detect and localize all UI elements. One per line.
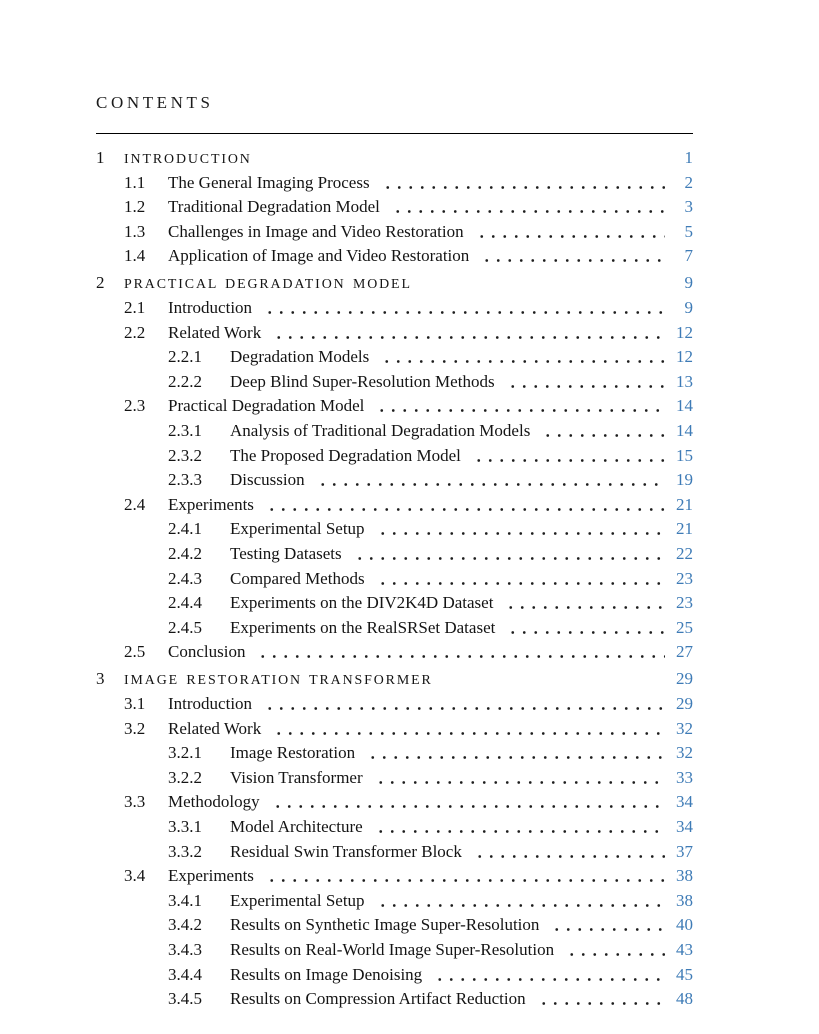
entry-title: Experiments [168,866,254,886]
dot-leader [373,517,665,542]
entry-page: 14 [676,421,693,441]
entry-number: 3.2.2 [168,767,202,787]
entry-title: Compared Methods [230,568,365,588]
dot-leader [269,321,665,346]
entry-page: 12 [676,322,693,342]
toc-list [96,146,693,1012]
dot-leader [373,889,665,914]
entry-page: 9 [684,273,693,293]
entry-number: 3.4 [124,866,146,886]
entry-number: 2.4 [124,494,146,514]
entry-title: Analysis of Traditional Degradation Models [230,421,531,441]
toc-entry-2-4-4[interactable] [96,591,693,616]
dot-leader [363,741,665,766]
dot-leader [350,542,665,567]
entry-number: 2.4.3 [168,568,202,588]
entry-number: 3 [96,669,105,689]
entry-number: 3.2.1 [168,743,202,763]
dot-leader [378,171,665,196]
entry-number: 3.4.2 [168,915,202,935]
entry-title: INTRODUCTION [124,152,252,167]
entry-title: Related Work [168,718,262,738]
toc-entry-3[interactable] [96,667,693,692]
entry-number: 1.2 [124,197,146,217]
entry-page: 32 [676,718,693,738]
entry-number: 3.3.2 [168,841,202,861]
entry-title: Results on Synthetic Image Super-Resolution [230,915,540,935]
entry-number: 2.2 [124,322,146,342]
entry-page: 14 [676,396,693,416]
entry-title: Degradation Models [230,347,370,367]
entry-page: 33 [676,767,693,787]
entry-title: The Proposed Degradation Model [230,445,461,465]
toc-entry-2-3-3[interactable] [96,468,693,493]
entry-number: 2 [96,273,105,293]
toc-entry-2-1[interactable] [96,296,693,321]
toc-entry-2-4-5[interactable] [96,616,693,641]
toc-entry-3-4-2[interactable] [96,913,693,938]
entry-title: Experimental Setup [230,519,365,539]
entry-title: Testing Datasets [230,544,342,563]
toc-entry-3-4-5[interactable] [96,987,693,1012]
dot-leader [260,692,665,717]
dot-leader [253,640,665,665]
dot-leader [538,419,665,444]
toc-entry-3-4-1[interactable] [96,889,693,914]
entry-number: 1.4 [124,246,146,266]
entry-page: 29 [676,694,693,714]
entry-page: 29 [676,669,693,689]
toc-entry-2-4-3[interactable] [96,567,693,592]
entry-page: 21 [676,494,693,514]
dot-leader [373,567,665,592]
toc-entry-2-2[interactable] [96,321,693,346]
entry-title: Results on Real-World Image Super-Resolution [230,940,555,959]
entry-number: 2.3.3 [168,470,202,490]
entry-page: 19 [676,470,693,490]
entry-number: 3.2 [124,718,146,738]
entry-page: 38 [676,890,693,910]
entry-page: 34 [676,792,693,812]
entry-page: 27 [676,642,693,662]
entry-number: 1.3 [124,221,146,241]
entry-number: 2.4.1 [168,519,202,539]
entry-number: 3.4.4 [168,964,202,984]
toc-entry-3-2[interactable] [96,717,693,742]
entry-title: Results on Compression Artifact Reduction [230,989,526,1009]
toc-entry-2[interactable] [96,271,693,296]
dot-leader [470,840,665,865]
page-title: CONTENTS [96,93,214,112]
entry-number: 3.4.3 [168,940,202,959]
entry-number: 2.4.5 [168,617,202,637]
dot-leader [503,370,665,395]
toc-entry-3-4-3[interactable] [96,938,693,963]
entry-title: Related Work [168,322,262,342]
toc-entry-1-1[interactable] [96,171,693,196]
entry-number: 2.4.4 [168,593,202,613]
entry-title: Results on Image Denoising [230,964,423,984]
toc-entry-3-3[interactable] [96,790,693,815]
toc-entry-3-2-2[interactable] [96,766,693,791]
entry-page: 3 [684,197,693,217]
dot-leader [430,963,665,988]
dot-leader [377,345,665,370]
entry-page: 22 [676,544,693,563]
entry-number: 2.3 [124,396,146,416]
toc-entry-3-1[interactable] [96,692,693,717]
entry-number: 2.2.2 [168,371,202,391]
entry-page: 43 [676,940,693,959]
entry-page: 13 [676,371,693,391]
heading-rule [96,133,693,134]
dot-leader [534,987,665,1012]
entry-page: 9 [684,298,693,318]
entry-page: 7 [684,246,693,266]
dot-leader [503,616,665,641]
entry-number: 3.3 [124,792,146,812]
entry-title: IMAGE RESTORATION TRANSFORMER [124,673,433,689]
toc-entry-2-3[interactable] [96,394,693,419]
entry-title: Traditional Degradation Model [168,197,380,217]
toc-entry-1-3[interactable] [96,220,693,245]
toc-entry-1[interactable] [96,146,693,171]
entry-title: Vision Transformer [230,767,363,787]
entry-page: 48 [676,989,693,1009]
dot-leader [269,717,665,742]
entry-title: Practical Degradation Model [168,396,365,416]
entry-title: Experiments on the RealSRSet Dataset [230,617,496,637]
entry-title: Experiments [168,494,254,514]
entry-page: 25 [676,617,693,637]
entry-number: 2.5 [124,642,146,662]
entry-number: 3.4.1 [168,890,202,910]
entry-page: 1 [684,148,693,167]
dot-leader [268,790,665,815]
toc-entry-3-3-1[interactable] [96,815,693,840]
toc-entry-2-3-2[interactable] [96,444,693,469]
dot-leader [469,444,665,469]
toc-entry-3-4[interactable] [96,864,693,889]
dot-leader [472,220,665,245]
entry-number: 1.1 [124,172,146,192]
toc-entry-3-2-1[interactable] [96,741,693,766]
entry-number: 2.2.1 [168,347,202,367]
entry-title: Model Architecture [230,817,363,837]
dot-leader [371,766,665,791]
entry-title: Challenges in Image and Video Restoration [168,221,464,241]
entry-title: Application of Image and Video Restoration [168,246,470,266]
toc-entry-2-4-1[interactable] [96,517,693,542]
entry-title: PRACTICAL DEGRADATION MODEL [124,277,412,293]
dot-leader [388,195,665,220]
toc-entry-2-4-2[interactable] [96,542,693,567]
dot-leader [371,815,665,840]
entry-title: Experimental Setup [230,890,365,910]
entry-title: Introduction [168,694,253,714]
entry-number: 3.3.1 [168,817,202,837]
entry-number: 3.1 [124,694,146,714]
toc-entry-3-3-2[interactable] [96,840,693,865]
entry-title: Conclusion [168,642,246,662]
entry-title: The General Imaging Process [168,172,370,192]
dot-leader [262,864,665,889]
entry-title: Deep Blind Super-Resolution Methods [230,371,495,391]
entry-title: Image Restoration [230,743,356,763]
toc-entry-2-2-2[interactable] [96,370,693,395]
toc-page [96,0,693,1012]
dot-leader [547,913,665,938]
entry-page: 23 [676,568,693,588]
entry-title: Methodology [168,792,260,812]
toc-entry-2-3-1[interactable] [96,419,693,444]
dot-leader [262,493,665,518]
entry-page: 12 [676,347,693,367]
entry-number: 2.1 [124,298,146,318]
toc-entry-2-2-1[interactable] [96,345,693,370]
entry-page: 38 [676,866,693,886]
toc-entry-3-4-4[interactable] [96,963,693,988]
entry-title: Discussion [230,470,305,490]
dot-leader [313,468,665,493]
entry-number: 2.3.2 [168,445,202,465]
entry-title: Experiments on the DIV2K4D Dataset [230,593,494,613]
entry-page: 15 [676,445,693,465]
entry-page: 32 [676,743,693,763]
entry-number: 1 [96,148,105,167]
entry-title: Residual Swin Transformer Block [230,841,462,861]
dot-leader [372,394,665,419]
entry-page: 2 [684,172,693,192]
entry-number: 2.3.1 [168,421,202,441]
entry-page: 23 [676,593,693,613]
toc-entry-2-4[interactable] [96,493,693,518]
entry-title: Introduction [168,298,253,318]
entry-page: 5 [684,221,693,241]
toc-entry-1-4[interactable] [96,244,693,269]
entry-page: 34 [676,817,693,837]
dot-leader [501,591,665,616]
entry-page: 21 [676,519,693,539]
entry-page: 45 [676,964,693,984]
entry-page: 40 [676,915,693,935]
entry-page: 37 [676,841,693,861]
dot-leader [477,244,665,269]
toc-entry-1-2[interactable] [96,195,693,220]
dot-leader [562,938,665,963]
toc-entry-2-5[interactable] [96,640,693,665]
entry-number: 2.4.2 [168,544,202,563]
entry-number: 3.4.5 [168,989,202,1009]
dot-leader [260,296,665,321]
